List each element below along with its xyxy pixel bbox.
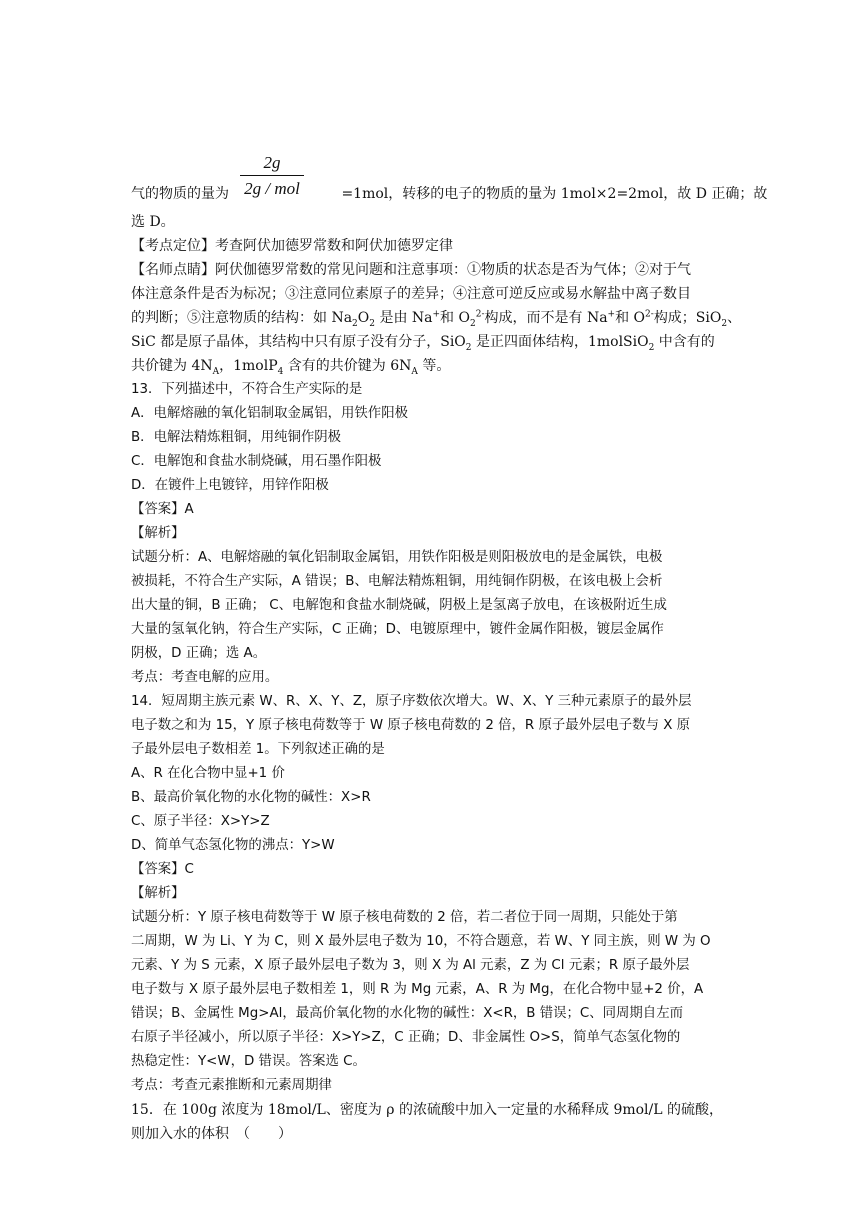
kaodian-line: 考点：考查元素推断和元素周期律	[131, 1078, 332, 1093]
question-option: C、原子半径：X>Y>Z	[131, 814, 270, 829]
question-option: D．在镀件上电镀锌，用锌作阳极	[131, 478, 329, 493]
analysis-line: 二周期，W 为 Li、Y 为 C，则 X 最外层电子数为 10，不符合题意，若 W、Y 同主族，则 W 为 O	[131, 934, 711, 949]
subscript: 2	[721, 318, 728, 329]
text-segment: 的判断；⑤注意物质的结构：如 Na	[131, 310, 353, 326]
question-option: A、R 在化合物中显+1 价	[131, 766, 285, 781]
text-line	[131, 332, 731, 352]
superscript: +	[607, 309, 616, 320]
analysis-heading: 【解析】	[131, 886, 185, 901]
subscript: 2	[369, 318, 375, 329]
analysis-line: 大量的氢氧化钠，符合生产实际，C 正确；D、电镀原理中，镀件金属作阳极，镀层金属作	[131, 622, 664, 637]
subscript: 4	[277, 366, 284, 377]
text-segment: 、	[727, 310, 742, 326]
text-segment: 是正四面体结构，1molSiO	[471, 334, 649, 350]
question-option: A．电解熔融的氧化铝制取金属铝，用铁作阳极	[131, 406, 408, 421]
text-segment: 是由 Na	[375, 310, 433, 326]
analysis-line: 电子数与 X 原子最外层电子数相差 1，则 R 为 Mg 元素，A、R 为 Mg，在化合物中显+2 价，A	[131, 982, 704, 997]
text-segment: 共价键为 4N	[131, 358, 213, 374]
text-segment: 构成，而不是有 Na	[484, 310, 608, 326]
subscript: A	[411, 366, 418, 377]
text-segment: 中含有的	[654, 334, 715, 350]
analysis-line: 元素、Y 为 S 元素，X 原子最外层电子数为 3，则 X 为 Al 元素，Z 为 Cl 元素；R 原子最外层	[131, 958, 690, 973]
text-segment: ，1molP	[219, 358, 278, 374]
question-option: C．电解饱和食盐水制烧碱，用石墨作阳极	[131, 454, 382, 469]
text-line: 【名师点睛】阿伏伽德罗常数的常见问题和注意事项：①物质的状态是否为气体；②对于气	[131, 262, 691, 278]
analysis-line: 右原子半径减小，所以原子半径：X>Y>Z，C 正确；D、非金属性 O>S，简单气态氢化物的	[131, 1030, 681, 1045]
text-line: 选 D。	[131, 214, 175, 230]
question-stem: 14．短周期主族元素 W、R、X、Y、Z，原子序数依次增大。W、X、Y 三种元素原子的最外层	[131, 694, 692, 709]
analysis-line: 阴极，D 正确；选 A。	[131, 646, 267, 661]
text-segment: 和 O	[440, 310, 470, 326]
text-segment: 气的物质的量为	[131, 186, 229, 202]
text-line	[131, 184, 768, 204]
fraction-bar	[240, 175, 304, 176]
text-line	[131, 308, 742, 329]
question-stem: 13．下列描述中，不符合生产实际的是	[131, 382, 363, 397]
analysis-line: 被损耗，不符合生产实际，A 错误；B、电解法精炼粗铜，用纯铜作阴极，在该电极上会析	[131, 574, 663, 589]
fraction-numerator: 2g	[263, 153, 281, 172]
text-line: 体注意条件是否为标况；③注意同位素原子的差异；④注意可逆反应或易水解盐中离子数目	[131, 286, 691, 302]
analysis-line: 出大量的铜，B 正确； C、电解饱和食盐水制烧碱，阴极上是氢离子放电，在该极附近生成	[131, 598, 667, 613]
subscript: 2	[465, 342, 472, 353]
analysis-line: 试题分析：A、电解熔融的氧化铝制取金属铝，用铁作阳极是则阳极放电的是金属铁，电极	[131, 550, 663, 565]
text-line	[131, 356, 731, 376]
answer-label: 【答案】C	[131, 862, 194, 877]
question-option: B．电解法精炼粗铜，用纯铜作阴极	[131, 430, 342, 445]
question-stem: 子最外层电子数相差 1。下列叙述正确的是	[131, 742, 385, 757]
superscript: 2-	[645, 309, 654, 320]
section-heading: 【考点定位】考查阿伏加德罗常数和阿伏加德罗定律	[131, 238, 453, 254]
kaodian-line: 考点：考查电解的应用。	[131, 670, 279, 685]
analysis-line: 试题分析：Y 原子核电荷数等于 W 原子核电荷数的 2 倍，若二者位于同一周期，只能处于第	[131, 910, 678, 925]
subscript: 2	[352, 318, 358, 329]
answer-label: 【答案】A	[131, 502, 194, 517]
text-segment: 含有的共价键为 6N	[283, 358, 412, 374]
text-segment: O	[357, 310, 370, 326]
question-stem: 则加入水的体积 （ ）	[131, 1126, 292, 1142]
superscript: +	[432, 309, 441, 320]
text-segment: 构成；SiO	[653, 310, 722, 326]
subscript: 2	[469, 318, 476, 329]
question-stem: 15．在 100g 浓度为 18mol/L、密度为 ρ 的浓硫酸中加入一定量的水稀释成 9mol/L 的硫酸，	[131, 1102, 723, 1118]
text-segment: SiC 都是原子晶体，其结构中只有原子没有分子，SiO	[131, 334, 466, 350]
analysis-heading: 【解析】	[131, 526, 185, 541]
question-option: B、最高价氧化物的水化物的碱性：X>R	[131, 790, 371, 805]
superscript: 2-	[475, 309, 485, 320]
fraction-denominator: 2g / mol	[244, 179, 300, 198]
text-segment: 等。	[417, 358, 451, 374]
text-segment: 和 O	[615, 310, 646, 326]
subscript: 2	[648, 342, 655, 353]
subscript: A	[212, 366, 220, 377]
analysis-line: 错误；B、金属性 Mg>Al，最高价氧化物的水化物的碱性：X<R，B 错误；C、同周期自左而	[131, 1006, 683, 1021]
question-option: D、简单气态氢化物的沸点：Y>W	[131, 838, 335, 853]
question-stem: 电子数之和为 15，Y 原子核电荷数等于 W 原子核电荷数的 2 倍，R 原子最外层电子数与 X 原	[131, 718, 691, 733]
analysis-line: 热稳定性：Y<W，D 错误。答案选 C。	[131, 1054, 366, 1069]
text-segment: =1mol，转移的电子的物质的量为 1mol×2=2mol，故 D 正确；故	[337, 186, 768, 202]
